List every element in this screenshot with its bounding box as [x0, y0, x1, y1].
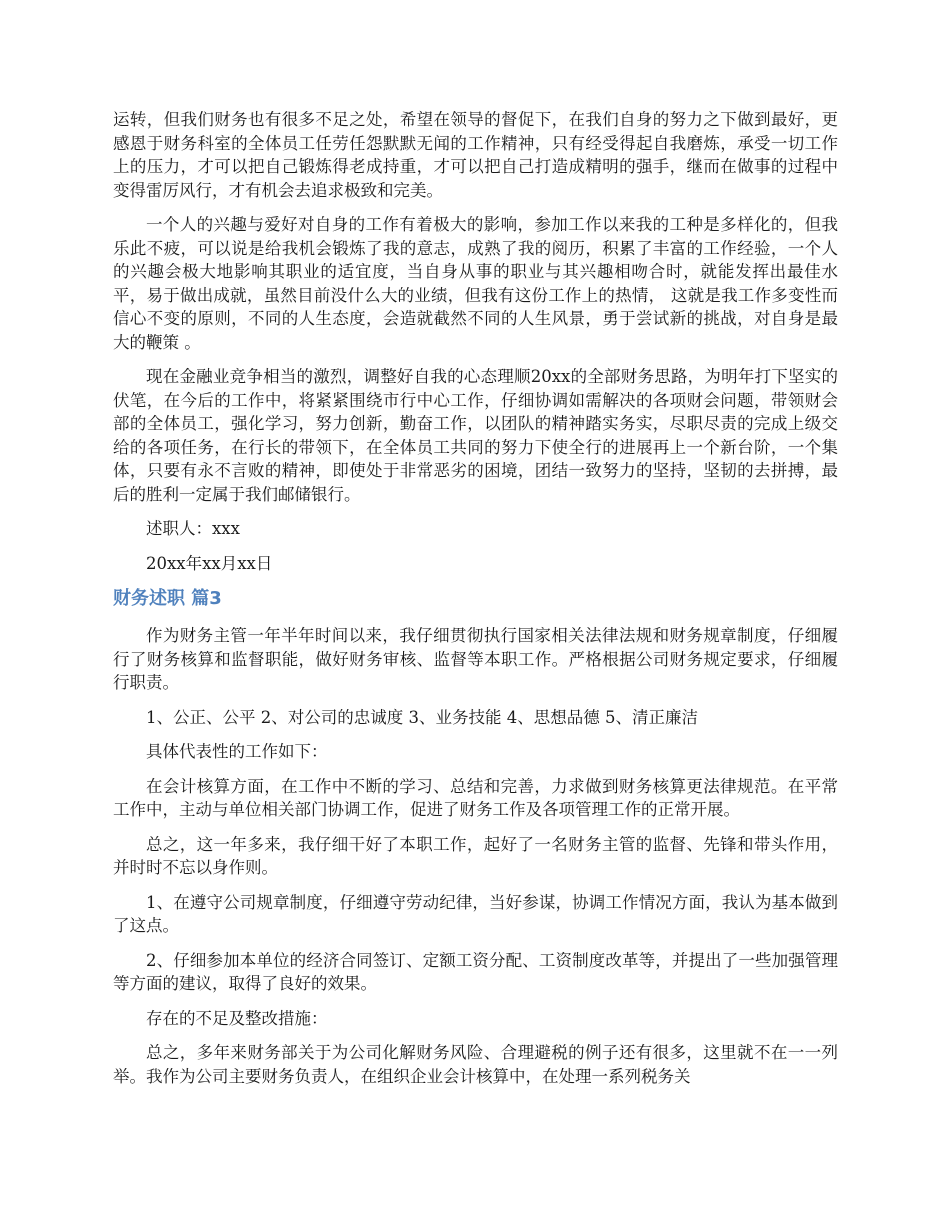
document-body	[113, 108, 838, 1099]
paragraph: 2、仔细参加本单位的经济合同签订、定额工资分配、工资制度改革等，并提出了一些加强管理等方面的建议，取得了良好的效果。	[113, 950, 838, 993]
signature-line: 述职人：xxx	[146, 519, 240, 538]
paragraph: 总之，多年来财务部关于为公司化解财务风险、合理避税的例子还有很多，这里就不在一一列举。我作为公司主要财务负责人，在组织企业会计核算中，在处理一系列税务关	[113, 1043, 838, 1086]
date-line: 20xx年xx月xx日	[146, 553, 273, 573]
paragraph: 存在的不足及整改措施：	[146, 1008, 328, 1028]
paragraph: 1、公正、公平 2、对公司的忠诚度 3、业务技能 4、思想品德 5、清正廉洁	[146, 707, 698, 727]
paragraph: 总之，这一年多来，我仔细干好了本职工作，起好了一名财务主管的监督、先锋和带头作用，并时时不忘以身作则。	[113, 834, 838, 877]
paragraph: 一个人的兴趣与爱好对自身的工作有着极大的影响，参加工作以来我的工种是多样化的，但我乐此不疲，可以说是给我机会锻炼了我的意志，成熟了我的阅历，积累了丰富的工作经验，一个人的兴趣会极大地影响其职业的适宜度，当自身从事的职业与其兴趣相吻合时，就能发挥出最佳水平，易于做出成就，虽然目前没什么大的业绩，但我有这份工作上的热情， 这就是我工作多变性而信心不变的原则，不同的人生态度，会造就截然不同的人生风景，勇于尝试新的挑战，对自身是最大的鞭策 。	[113, 215, 838, 352]
paragraph: 在会计核算方面，在工作中不断的学习、总结和完善，力求做到财务核算更法律规范。在平常工作中，主动与单位相关部门协调工作，促进了财务工作及各项管理工作的正常开展。	[113, 776, 838, 819]
paragraph: 运转，但我们财务也有很多不足之处，希望在领导的督促下，在我们自身的努力之下做到最好，更感恩于财务科室的全体员工任劳任怨默默无闻的工作精神，只有经受得起自我磨炼，承受一切工作上的压力，才可以把自己锻炼得老成持重，才可以把自己打造成精明的强手，继而在做事的过程中变得雷厉风行，才有机会去追求极致和完美。	[113, 110, 838, 200]
paragraph: 现在金融业竞争相当的激烈，调整好自我的心态理顺20xx的全部财务思路，为明年打下坚实的伏笔，在今后的工作中，将紧紧围绕市行中心工作，仔细协调如需解决的各项财会问题，带领财会部的全体员工，强化学习，努力创新，勤奋工作，以团队的精神踏实务实，尽职尽责的完成上级交给的各项任务，在行长的带领下，在全体员工共同的努力下使全行的进展再上一个新台阶，一个集体，只要有永不言败的精神，即使处于非常恶劣的困境，团结一致努力的坚持，坚韧的去拼搏，最后的胜利一定属于我们邮储银行。	[113, 367, 838, 504]
paragraph: 作为财务主管一年半年时间以来，我仔细贯彻执行国家相关法律法规和财务规章制度，仔细履行了财务核算和监督职能，做好财务审核、监督等本职工作。严格根据公司财务规定要求，仔细履行职责。	[113, 626, 838, 692]
paragraph: 1、在遵守公司规章制度，仔细遵守劳动纪律，当好参谋，协调工作情况方面，我认为基本做到了这点。	[113, 892, 838, 935]
paragraph: 具体代表性的工作如下：	[146, 742, 328, 761]
section-heading: 财务述职 篇3	[113, 588, 222, 609]
